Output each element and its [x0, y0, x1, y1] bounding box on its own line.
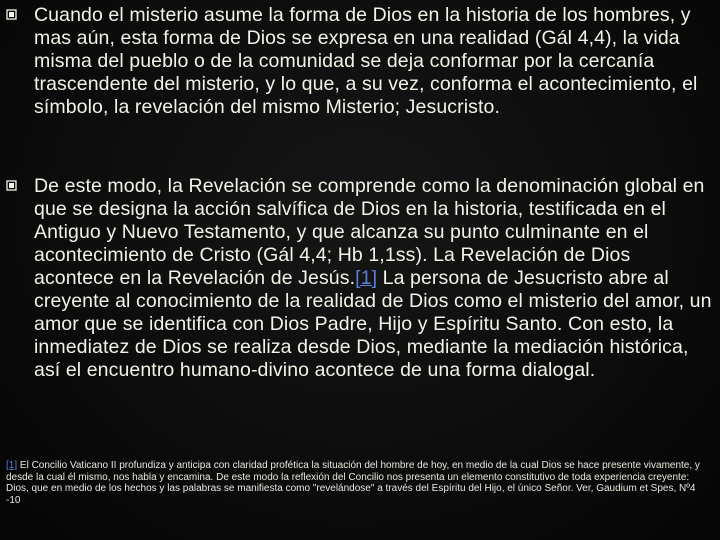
bullet-text-1: Cuando el misterio asume la forma de Dios en la historia de los hombres, y mas aún, esta forma de Dios se expresa en una realidad (Gál 4,4), la vida misma del pueblo o de la comunidad se deja conformar por la cercanía trascendente del misterio, y lo que, a su vez, conforma el acontecimiento, el símbolo, la revelación del mismo Misterio; Jesucristo.: [34, 4, 698, 118]
footnote-text: El Concilio Vaticano II profundiza y anticipa con claridad profética la situación del hombre de hoy, en medio de la cual Dios se hace presente vivamente, y desde la cual él mismo, nos habla y encamina. De este modo la reflexión del Concilio nos presenta un elemento constitutivo de toda experiencia creyente: Dios, que en medio de los hechos y las palabras se manifiesta como "revelándose" a través del Espíritu del Hijo, el único Señor. Ver, Gaudium et Spes, Nº4 -10: [6, 460, 700, 506]
bullet-text-2-before: De este modo, la Revelación se comprende como la denominación global en que se designa la acción salvífica de Dios en la historia, testificada en el Antiguo y Nuevo Testamento, y que alcanza su punto culminante en el acontecimiento de Cristo (Gál 4,4; Hb 1,1ss). La Revelación de Dios acontece en la Revelación de Jesús.: [34, 175, 705, 289]
footnote-reference-link[interactable]: [1]: [355, 267, 378, 289]
footnote-label-link[interactable]: [1]: [6, 460, 18, 471]
footnote: [6, 460, 712, 506]
bullet-text-2-after: La persona de Jesucristo abre al creyente al conocimiento de la realidad de Dios como el misterio del amor, un amor que se identifica con Dios Padre, Hijo y Espíritu Santo. Con esto, la inmediatez de Dios se realiza desde Dios, mediante la mediación histórica, así el encuentro humano-divino acontece de una forma dialogal.: [34, 267, 712, 381]
square-bullet-icon: [6, 9, 17, 20]
bullet-text-2: [34, 175, 714, 382]
square-bullet-icon: [6, 180, 17, 191]
